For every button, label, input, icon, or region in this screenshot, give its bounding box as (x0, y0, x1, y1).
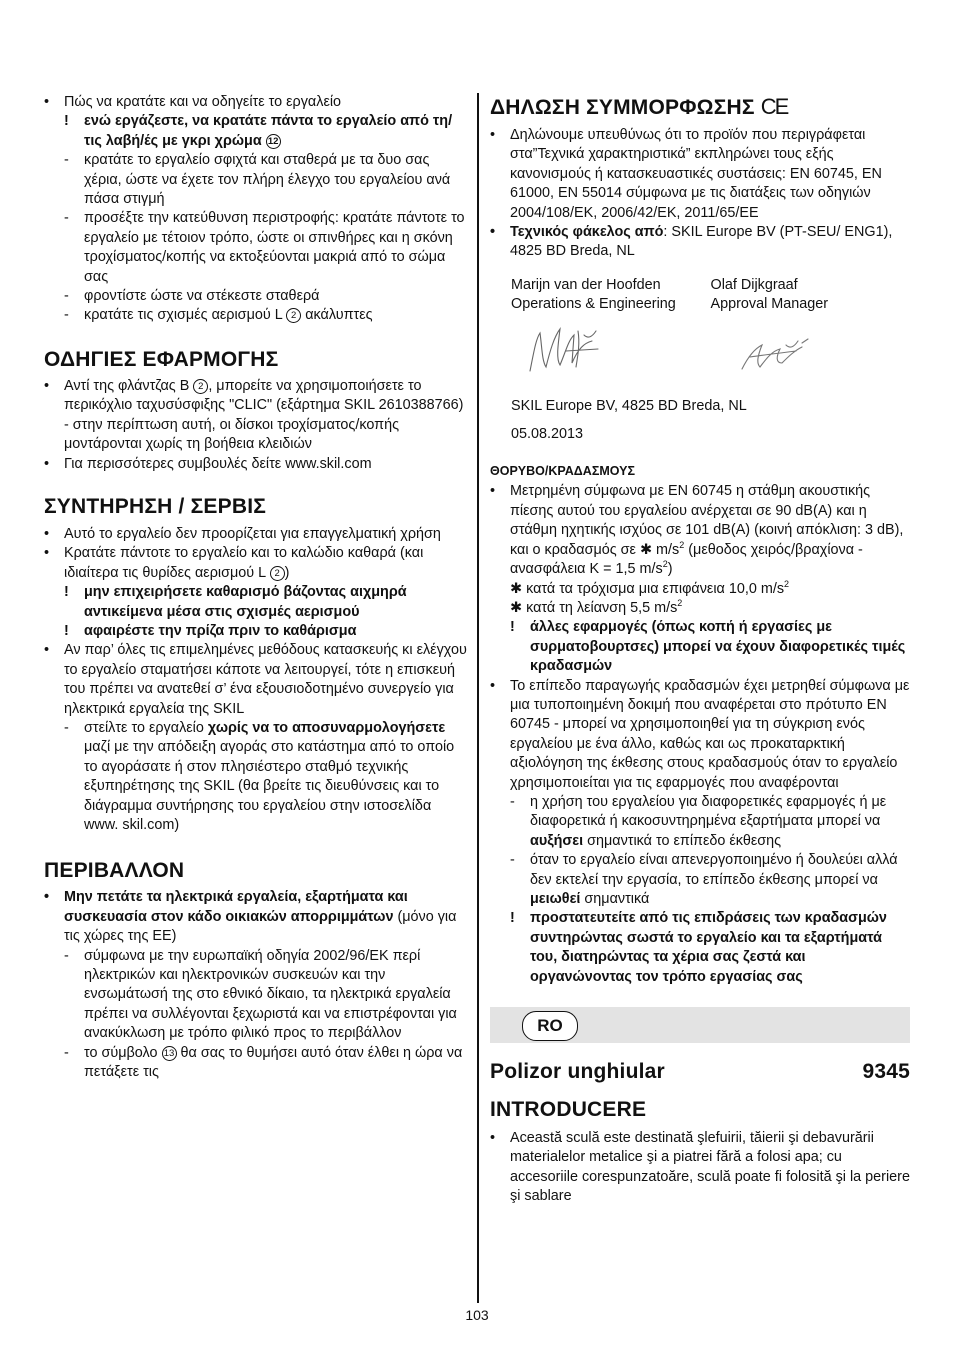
list-item: • Αν παρ’ όλες τις επιμελημένες μεθόδους κατασκευής κι ελέγχου το εργαλείο σταματήσει κάποτε να λειτουργεί, τότε η επισκευή του πρέπει να ανατεθεί σ’ ένα εξουσιοδοτημένο συνεργείο για ηλεκτρικά εργαλεία της SKIL (44, 642, 467, 717)
list-item: • Μην πετάτε τα ηλεκτρικά εργαλεία, εξαρτήματα και συσκευασία στον κάδο οικιακών απορριμμάτων (μόνο για τις χώρες της ΕΕ) (44, 889, 457, 945)
list-item: • Αντί της φλάντζας B 2 , μπορείτε να χρησιμοποιήσετε το περικόχλιο ταχυσύσφιξης "CLIC" (εξάρτημα SKIL 2610388766) - στην περίπτωση αυτή, οι δίσκοι τροχίσματος/κοπής μοντάρονται χωρίς τη βοήθεια κλειδιών (44, 377, 464, 453)
signatory: Olaf Dijkgraaf Approval Manager (710, 276, 829, 313)
dash-item: - στείλτε το εργαλείο χωρίς να το αποσυναρμολογήσετε μαζί με την απόδειξη αγοράς στο κατάστημα από το οποίο το αγοράσατε ή στον πλησιέστερο σταθμό τεχνικής εξυπηρέτησης της SKIL (θα βρείτε τις διευθύνσεις και το διάγραμμα συντήρησης του εργαλείου στην ιστοσελίδα www. skil.com) (64, 719, 455, 833)
dash-item: - κρατάτε τις σχισμές αερισμού L 2 ακάλυπτες (64, 307, 373, 324)
list-item: • Κρατάτε πάντοτε το εργαλείο και το καλώδιο καθαρά (και ιδιαίτερα τις θυρίδες αερισμού L 2 ) (44, 545, 424, 581)
signature-image (736, 335, 816, 375)
dash-item: - το σύμβολο 13 θα σας το θυμήσει αυτό όταν έλθει η ώρα να πετάξετε τις (64, 1044, 463, 1081)
warning-item: ! προστατευτείτε από τις επιδράσεις των κραδασμών συντηρώντας σωστά το εργαλείο και τα εξαρτήματά του, διατηρώντας τα χέρια σας ζεστά και οργανώνοντας τον τρόπο εργασίας σας (510, 910, 887, 985)
noise-line: ✱ κατά τη λείανση 5,5 $m/s^2$ (510, 598, 683, 616)
language-badge: RO (522, 1011, 578, 1041)
dash-item: - σύμφωνα με την ευρωπαϊκή οδηγία 2002/96/ΕΚ περί ηλεκτρικών και ηλεκτρονικών συσκευών και την ενσωμάτωσή της στο εθνικό δίκαιο, τα ηλεκτρικά εργαλεία πρέπει να συλλέγονται ξεχωριστά και να επιστρέφονται για ανακύκλωση με τρόπο φιλικό προς το περιβάλλον (64, 947, 457, 1042)
list-item: • Πώς να κρατάτε και να οδηγείτε το εργαλείο (44, 94, 342, 110)
dash-item: - όταν το εργαλείο είναι απενεργοποιημένο ή δουλεύει αλλά δεν εκτελεί την εργασία, το επίπεδο έκθεσης μπορεί να μειωθεί σημαντικά (510, 852, 898, 907)
ce-mark: CE (760, 94, 788, 119)
section-title-service: ΣΥΝΤΗΡΗΣΗ / ΣΕΡΒΙΣ (44, 494, 267, 518)
signatory: Marijn van der Hoofden Operations & Engineering (511, 276, 676, 313)
section-title-introduction: INTRODUCERE (490, 1098, 647, 1122)
right-column (490, 93, 910, 1207)
dash-item: - προσέξτε την κατεύθυνση περιστροφής: κρατάτε πάντοτε το εργαλείο με τέτοιον τρόπο, ώστε οι σπινθήρες και η σκόνη τροχίσματος/κοπής να εκτοξεύονται μακριά από το σώμα σας (64, 210, 465, 285)
list-item: • Το επίπεδο παραγωγής κραδασμών έχει μετρηθεί σύμφωνα με μια τυποποιημένη δοκιμή που αναφέρεται στο πρότυπο EN 60745 - μπορεί να χρησιμοποιηθεί για τη σύγκριση ενός εργαλείου με ένα άλλο, καθώς και ως προκαταρκτική αξιολόγηση της έκθεσης στους κραδασμούς όταν το εργαλείο χρησιμοποιείται για τις εφαρμογές που αναφέρονται (490, 677, 910, 791)
declaration-date: 05.08.2013 (511, 426, 584, 443)
noise-line: ✱ κατά τα τρόχισμα μια επιφάνεια 10,0 $m/s^2$ (510, 578, 790, 597)
section-title-usage: ΟΔΗΓΙΕΣ ΕΦΑΡΜΟΓΗΣ (44, 347, 279, 371)
page-number: 103 (465, 1307, 489, 1323)
language-bar (490, 1007, 910, 1043)
star-symbol: ✱ (510, 599, 523, 616)
section-title-environment: ΠΕΡΙΒΑΛΛΟΝ (44, 859, 185, 883)
model-number: 9345 (862, 1060, 910, 1084)
list-item: • Μετρημένη σύμφωνα με EN 60745 η στάθμη ακουστικής πίεσης αυτού του εργαλείου ανέρχεται σε 90 dB(A) και η στάθμη ηχητικής ισχύος σε 101 dB(A) (κοινή απόκλιση: 3 dB), και ο κραδασμός σε ✱ $m/s^2$ (μεθοδος χειρός/βραχίονα - ανασφάλεια K = 1,5 $m/s^2$) ✱ κατά τα τρόχισμα μια επιφάνεια 10,0 $m/s^2$ ✱ κατά τη λείανση 5,5 $m/s^2$ (490, 482, 910, 618)
reference-number: 2 (193, 379, 208, 394)
list-item: • Για περισσότερες συμβουλές δείτε www.skil.com (44, 455, 372, 472)
warning-item: ! άλλες εφαρμογές (όπως κοπή ή εργασίες με συρματοβουρτσες) μπορεί να έχουν διαφορετικές τιμές κραδασμών (510, 619, 906, 675)
signature-image (526, 321, 606, 377)
column-divider (477, 93, 479, 1303)
list-item: • Δηλώνουμε υπευθύνως ότι το προϊόν που περιγράφεται στα”Τεχνικά χαρακτηριστικά” εκπληρώνει τους εξής κανονισμούς ή κατασκευαστικές συστάσεις: EN 60745, EN 61000, EN 55014 σύμφωνα με τις διατάξεις των οδηγιών 2004/108/EK, 2006/42/EK, 2011/65/EE (490, 127, 882, 221)
star-symbol: ✱ (639, 541, 653, 558)
reference-number: 2 (270, 566, 285, 581)
section-title-noise: ΘΟΡΥΒΟ/ΚΡΑΔΑΣΜΟΥΣ (490, 464, 635, 479)
list-item: • Această sculă este destinată şlefuirii, tăierii şi debavurării materialelor metalice şi a piatrei fără a folosi apa; cu accesoriile corespunzatoăre, sculă poate fi folosită şi la periere şi sablare (490, 1130, 910, 1205)
warning-item: ! μην επιχειρήσετε καθαρισμό βάζοντας αιχμηρά αντικείμενα μέσα στις σχισμές αερισμού (64, 584, 407, 620)
signatories (490, 276, 910, 315)
reference-number: 2 (286, 308, 301, 323)
dash-item: - η χρήση του εργαλείου για διαφορετικές εφαρμογές ή με διαφορετικά ή κακοσυντηρημένα εξαρτήματα μπορεί να αυξήσει σημαντικά το επίπεδο έκθεσης (510, 793, 887, 849)
dash-item: - κρατάτε το εργαλείο σφιχτά και σταθερά με τα δυο σας χέρια, ώστε να έχετε τον πλήρη έλεγχο του εργαλείου ανά πάσα στιγμή (64, 152, 451, 208)
section-title-conformity: ΔΗΛΩΣΗ ΣΥΜΜΟΡΦΩΣΗΣ CE (490, 94, 788, 119)
warning-item: ! αφαιρέστε την πρίζα πριν το καθάρισμα (64, 622, 357, 639)
reference-number: 12 (266, 134, 281, 149)
company-address: SKIL Europe BV, 4825 BD Breda, NL (511, 397, 747, 414)
left-column (44, 93, 468, 1082)
list-item: • Τεχνικός φάκελος από: SKIL Europe BV (PT-SEU/ ENG1), 4825 BD Breda, NL (490, 224, 893, 260)
product-title: Polizor unghiular 9345 (490, 1060, 910, 1084)
reference-number: 13 (162, 1046, 177, 1061)
warning-item: ! ενώ εργάζεστε, να κρατάτε πάντα το εργαλείο από τη/τις λαβή/ές με γκρι χρώμα 12 (64, 113, 453, 149)
list-item: • Αυτό το εργαλείο δεν προορίζεται για επαγγελματική χρήση (44, 525, 441, 542)
signatures (490, 321, 910, 391)
dash-item: - φροντίστε ώστε να στέκεστε σταθερά (64, 288, 320, 305)
star-symbol: ✱ (510, 580, 523, 597)
